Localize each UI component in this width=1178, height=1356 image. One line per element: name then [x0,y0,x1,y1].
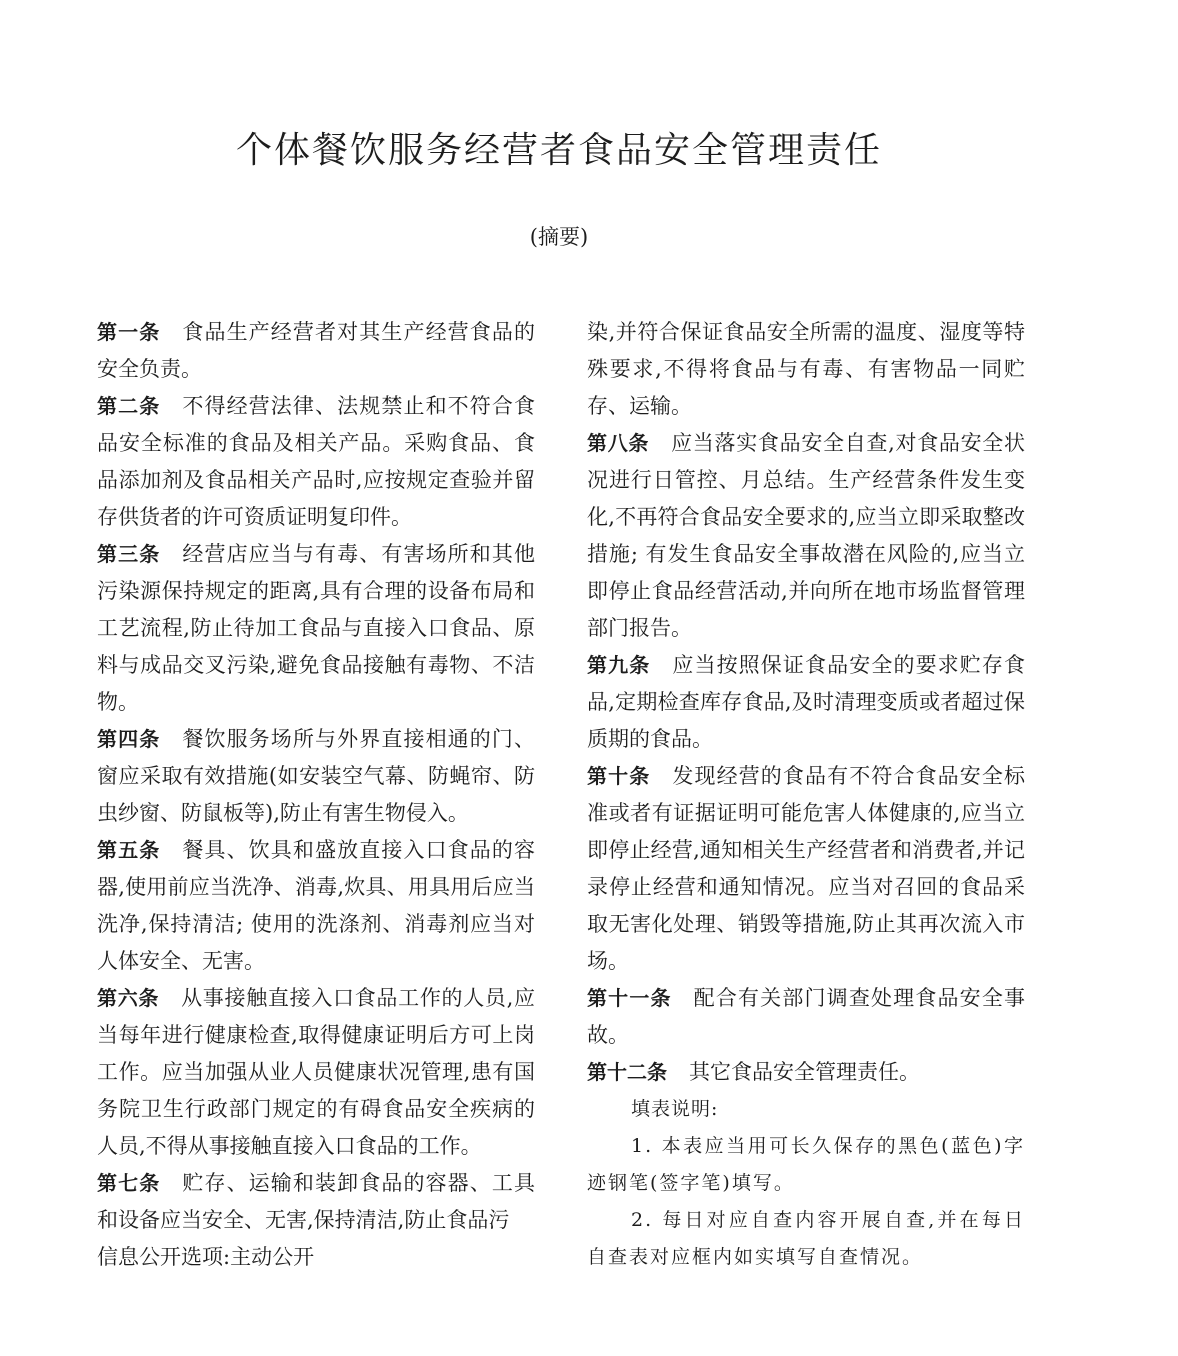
article-heading: 第十条 [587,764,651,788]
article-7-continuation: 染,并符合保证食品安全所需的温度、湿度等特殊要求,不得将食品与有毒、有害物品一同贮存、运输。 [587,320,1025,418]
form-note-2: 2. 每日对应自查内容开展自查,并在每日自查表对应框内如实填写自查情况。 [587,1209,1025,1268]
article-heading: 第六条 [97,986,160,1010]
form-note-1: 1. 本表应当用可长久保存的黑色(蓝色)字迹钢笔(签字笔)填写。 [587,1135,1025,1194]
article-heading: 第五条 [97,838,161,862]
article-text: 餐饮服务场所与外界直接相通的门、窗应采取有效措施(如安装空气幕、防蝇帘、防虫纱窗、防鼠板等),防止有害生物侵入。 [97,727,536,825]
article-text: 其它食品安全管理责任。 [689,1060,920,1084]
article-3 [97,536,535,721]
article-text: 经营店应当与有毒、有害场所和其他污染源保持规定的距离,具有合理的设备布局和工艺流程,防止待加工食品与直接入口食品、原料与成品交叉污染,避免食品接触有毒物、不洁物。 [97,542,536,714]
article-heading: 第九条 [587,653,651,677]
article-9 [587,647,1025,758]
article-text: 餐具、饮具和盛放直接入口食品的容器,使用前应当洗净、消毒,炊具、用具用后应当洗净,保持清洁; 使用的洗涤剂、消毒剂应当对人体安全、无害。 [97,838,536,973]
article-11 [587,980,1025,1054]
form-notes-title: 填表说明: [631,1098,719,1120]
article-text: 应当按照保证食品安全的要求贮存食品,定期检查库存食品,及时清理变质或者超过保质期的食品。 [587,653,1026,751]
article-6 [97,980,535,1165]
right-column [587,314,1025,1276]
document-title: 个体餐饮服务经营者食品安全管理责任 [235,130,882,171]
article-12 [587,1054,1025,1091]
article-text: 发现经营的食品有不符合食品安全标准或者有证据证明可能危害人体健康的,应当立即停止经营,通知相关生产经营者和消费者,并记录停止经营和通知情况。应当对召回的食品采取无害化处理、销毁等措施,防止其再次流入市场。 [587,764,1026,973]
article-text: 配合有关部门调查处理食品安全事故。 [587,986,1026,1047]
article-text: 应当落实食品安全自查,对食品安全状况进行日管控、月总结。生产经营条件发生变化,不再符合食品安全要求的,应当立即采取整改措施; 有发生食品安全事故潜在风险的,应当立即停止食品经营活动,并向所在地市场监督管理部门报告。 [587,431,1025,640]
article-text: 贮存、运输和装卸食品的容器、工具和设备应当安全、无害,保持清洁,防止食品污 [97,1171,536,1232]
article-7 [97,1165,535,1239]
article-2 [97,388,535,536]
article-1 [97,314,535,388]
article-10 [587,758,1025,980]
disclosure-option: 信息公开选项:主动公开 [97,1245,315,1269]
article-5 [97,832,535,980]
article-heading: 第四条 [97,727,161,751]
article-heading: 第二条 [97,394,161,418]
article-heading: 第三条 [97,542,161,566]
article-text: 食品生产经营者对其生产经营食品的安全负责。 [97,320,536,381]
left-column [97,314,535,1276]
article-heading: 第十二条 [587,1060,667,1084]
article-4 [97,721,535,832]
article-8 [587,425,1025,647]
article-text: 从事接触直接入口食品工作的人员,应当每年进行健康检查,取得健康证明后方可上岗工作。应当加强从业人员健康状况管理,患有国务院卫生行政部门规定的有碍食品安全疾病的人员,不得从事接触直接入口食品的工作。 [97,986,535,1158]
article-heading: 第八条 [587,431,650,455]
article-heading: 第七条 [97,1171,161,1195]
document-subtitle: (摘要) [529,225,589,249]
article-heading: 第十一条 [587,986,672,1010]
article-text: 不得经营法律、法规禁止和不符合食品安全标准的食品及相关产品。采购食品、食品添加剂及食品相关产品时,应按规定查验并留存供货者的许可资质证明复印件。 [97,394,536,529]
article-heading: 第一条 [97,320,161,344]
